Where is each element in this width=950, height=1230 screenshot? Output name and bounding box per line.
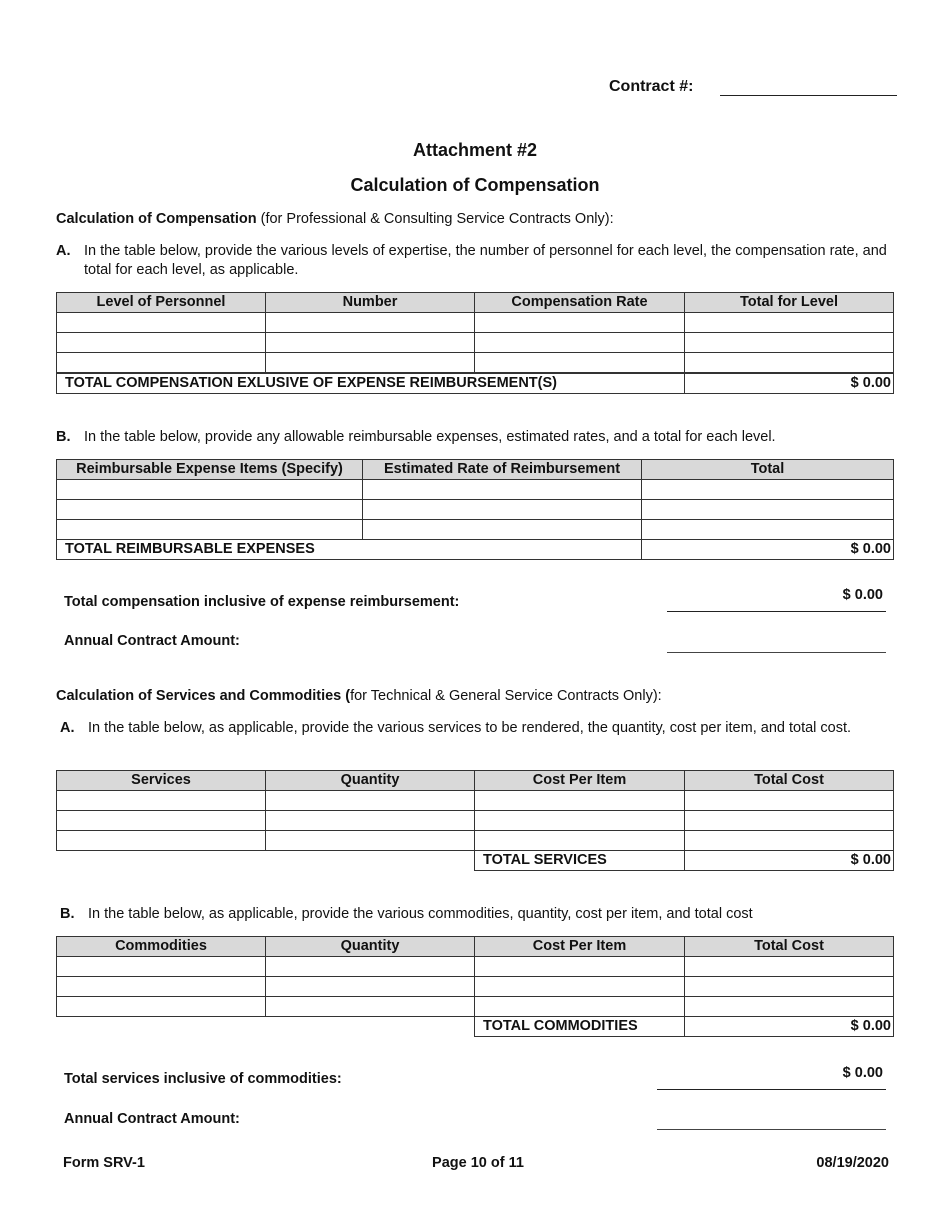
table-cell[interactable]: [685, 353, 894, 374]
table-cell[interactable]: [475, 957, 685, 977]
table-cell[interactable]: [475, 997, 685, 1017]
total-services-inclusive-label: Total services inclusive of commodities:: [64, 1071, 342, 1087]
table-cell[interactable]: [266, 811, 475, 831]
table-cell[interactable]: [475, 831, 685, 851]
compensation-section-a: [56, 242, 896, 280]
table-cell[interactable]: [363, 500, 642, 520]
table-cell[interactable]: [57, 353, 266, 374]
footer-form-id: Form SRV-1: [63, 1155, 145, 1171]
table-cell[interactable]: [57, 313, 266, 333]
table-row: [57, 831, 894, 851]
total-row: [57, 540, 894, 560]
table-header-row: [57, 460, 894, 480]
compensation-intro-bold: Calculation of Compensation: [56, 211, 257, 227]
services-intro-bold: Calculation of Services and Commodities (: [56, 688, 351, 704]
table-row: [57, 480, 894, 500]
table-cell[interactable]: [685, 997, 894, 1017]
total-commodities-value: $ 0.00: [685, 1017, 894, 1037]
total-compensation-inclusive-value: $ 0.00: [842, 587, 883, 603]
table-cell[interactable]: [266, 313, 475, 333]
table-cell[interactable]: [57, 997, 266, 1017]
table-cell[interactable]: [266, 977, 475, 997]
table-cell[interactable]: [475, 353, 685, 374]
table-cell[interactable]: [57, 811, 266, 831]
table-cell[interactable]: [685, 977, 894, 997]
column-header: Cost Per Item: [475, 771, 685, 791]
services-annual-contract-amount-label: Annual Contract Amount:: [64, 1111, 240, 1127]
table-cell[interactable]: [685, 811, 894, 831]
table-row: [57, 997, 894, 1017]
services-section-a-text: In the table below, as applicable, provide the various services to be rendered, the quantity, cost per item, and total cost.: [88, 720, 852, 736]
blank-cell: [57, 851, 475, 871]
footer-page-number: Page 10 of 11: [432, 1155, 524, 1171]
services-section-a-marker: A.: [60, 720, 75, 736]
table-cell[interactable]: [57, 480, 363, 500]
table-cell[interactable]: [475, 333, 685, 353]
table-cell[interactable]: [685, 313, 894, 333]
table-cell[interactable]: [266, 333, 475, 353]
column-header: Quantity: [266, 771, 475, 791]
services-intro-rest: for Technical & General Service Contracts Only):: [350, 688, 662, 704]
column-header: Total for Level: [685, 293, 894, 313]
table-row: [57, 500, 894, 520]
table-cell[interactable]: [266, 353, 475, 374]
column-header: Total Cost: [685, 937, 894, 957]
table-row: [57, 791, 894, 811]
section-b-text: In the table below, provide any allowable reimbursable expenses, estimated rates, and a total for each level.: [84, 429, 776, 445]
total-compensation-inclusive-line: [667, 611, 886, 612]
section-a-text: In the table below, provide the various levels of expertise, the number of personnel for each level, the compensation rate, and total for each level, as applicable.: [84, 243, 887, 278]
table-cell[interactable]: [57, 831, 266, 851]
table-row: [57, 811, 894, 831]
table-cell[interactable]: [57, 520, 363, 540]
table-cell[interactable]: [57, 333, 266, 353]
services-intro: [56, 688, 662, 704]
services-section-b-marker: B.: [60, 906, 75, 922]
table-cell[interactable]: [266, 997, 475, 1017]
compensation-intro-rest: (for Professional & Consulting Service Contracts Only):: [256, 211, 614, 227]
compensation-section-b: [56, 428, 896, 447]
attachment-title: Attachment #2: [412, 140, 538, 160]
table-cell[interactable]: [685, 957, 894, 977]
table-row: [57, 313, 894, 333]
table-row: [57, 977, 894, 997]
table-row: [57, 353, 894, 374]
total-compensation-value: $ 0.00: [685, 373, 894, 394]
table-row: [57, 957, 894, 977]
total-services-inclusive-line: [657, 1089, 886, 1090]
total-commodities-label: TOTAL COMMODITIES: [475, 1017, 685, 1037]
table-header-row: [57, 293, 894, 313]
column-header: Estimated Rate of Reimbursement: [363, 460, 642, 480]
column-header: Level of Personnel: [57, 293, 266, 313]
column-header: Reimbursable Expense Items (Specify): [57, 460, 363, 480]
table-cell[interactable]: [475, 977, 685, 997]
total-services-value: $ 0.00: [685, 851, 894, 871]
column-header: Services: [57, 771, 266, 791]
table-cell[interactable]: [266, 791, 475, 811]
services-section-b: [60, 905, 896, 924]
footer-date: 08/19/2020: [816, 1155, 889, 1171]
table-header-row: [57, 771, 894, 791]
table-row: [57, 333, 894, 353]
annual-contract-amount-field[interactable]: [667, 634, 886, 653]
commodities-table: [56, 936, 894, 1037]
column-header: Commodities: [57, 937, 266, 957]
services-annual-contract-amount-field[interactable]: [657, 1111, 886, 1130]
table-cell[interactable]: [363, 480, 642, 500]
personnel-table: [56, 292, 894, 394]
section-a-marker: A.: [56, 243, 71, 259]
column-header: Total: [642, 460, 894, 480]
column-header: Cost Per Item: [475, 937, 685, 957]
table-cell[interactable]: [266, 831, 475, 851]
total-reimbursable-label: TOTAL REIMBURSABLE EXPENSES: [57, 540, 642, 560]
table-cell[interactable]: [685, 791, 894, 811]
column-header: Compensation Rate: [475, 293, 685, 313]
reimbursable-expenses-table: [56, 459, 894, 560]
table-cell[interactable]: [363, 520, 642, 540]
blank-cell: [57, 1017, 475, 1037]
compensation-intro: [56, 211, 614, 227]
table-row: [57, 520, 894, 540]
total-row: [57, 373, 894, 394]
table-cell[interactable]: [475, 811, 685, 831]
table-cell[interactable]: [57, 500, 363, 520]
column-header: Quantity: [266, 937, 475, 957]
column-header: Number: [266, 293, 475, 313]
table-cell[interactable]: [642, 500, 894, 520]
table-header-row: [57, 937, 894, 957]
total-services-inclusive-value: $ 0.00: [842, 1065, 883, 1081]
total-services-label: TOTAL SERVICES: [475, 851, 685, 871]
table-cell[interactable]: [57, 977, 266, 997]
table-cell[interactable]: [685, 831, 894, 851]
annual-contract-amount-label: Annual Contract Amount:: [64, 633, 240, 649]
contract-number-label: Contract #:: [609, 78, 694, 95]
table-cell[interactable]: [57, 957, 266, 977]
section-b-marker: B.: [56, 429, 71, 445]
total-row: [57, 1017, 894, 1037]
services-section-b-text: In the table below, as applicable, provide the various commodities, quantity, cost per item, and total cost: [88, 906, 753, 922]
services-section-a: [60, 719, 896, 738]
table-cell[interactable]: [642, 480, 894, 500]
total-compensation-label: TOTAL COMPENSATION EXLUSIVE OF EXPENSE REIMBURSEMENT(S): [57, 373, 685, 394]
total-compensation-inclusive-label: Total compensation inclusive of expense reimbursement:: [64, 594, 460, 610]
table-cell[interactable]: [642, 520, 894, 540]
column-header: Total Cost: [685, 771, 894, 791]
total-reimbursable-value: $ 0.00: [642, 540, 894, 560]
table-cell[interactable]: [475, 313, 685, 333]
page-title: Calculation of Compensation: [350, 175, 600, 195]
table-cell[interactable]: [685, 333, 894, 353]
total-row: [57, 851, 894, 871]
services-table: [56, 770, 894, 871]
table-cell[interactable]: [266, 957, 475, 977]
table-cell[interactable]: [475, 791, 685, 811]
contract-number-field[interactable]: [720, 76, 897, 96]
table-cell[interactable]: [57, 791, 266, 811]
